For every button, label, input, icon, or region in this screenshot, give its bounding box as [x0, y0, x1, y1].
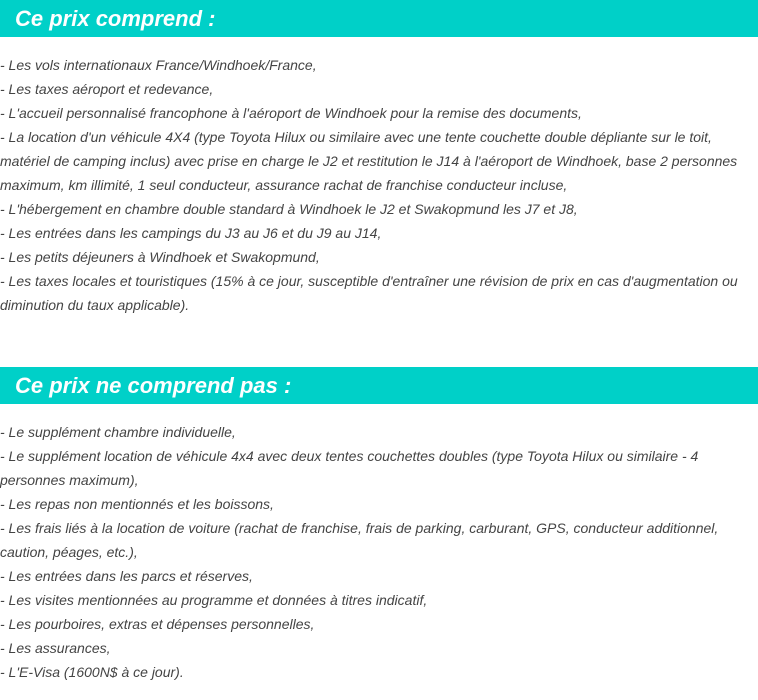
- excluded-section: [0, 367, 758, 684]
- list-item: - Les assurances,: [0, 640, 111, 656]
- excluded-header: Ce prix ne comprend pas :: [0, 367, 758, 404]
- list-item: - Les taxes aéroport et redevance,: [0, 81, 214, 97]
- list-item: - Les pourboires, extras et dépenses personnelles,: [0, 616, 315, 632]
- excluded-list: [0, 420, 758, 684]
- list-item: - Les petits déjeuners à Windhoek et Swakopmund,: [0, 249, 320, 265]
- list-item: - Les taxes locales et touristiques (15% à ce jour, susceptible d'entraîner une révision de prix en cas d'augmentation ou diminution du taux applicable).: [0, 273, 738, 313]
- included-header: Ce prix comprend :: [0, 0, 758, 37]
- list-item: - Les visites mentionnées au programme et données à titres indicatif,: [0, 592, 428, 608]
- list-item: - Le supplément location de véhicule 4x4 avec deux tentes couchettes doubles (type Toyota Hilux ou similaire - 4 personnes maximum),: [0, 448, 699, 488]
- included-list: [0, 53, 758, 317]
- list-item: - Les repas non mentionnés et les boissons,: [0, 496, 274, 512]
- list-item: - Les entrées dans les campings du J3 au J6 et du J9 au J14,: [0, 225, 382, 241]
- list-item: - Les frais liés à la location de voiture (rachat de franchise, frais de parking, carburant, GPS, conducteur additionnel, caution, péages, etc.),: [0, 520, 719, 560]
- list-item: - L'hébergement en chambre double standard à Windhoek le J2 et Swakopmund les J7 et J8,: [0, 201, 578, 217]
- list-item: - L'accueil personnalisé francophone à l'aéroport de Windhoek pour la remise des documents,: [0, 105, 582, 121]
- included-section: [0, 0, 758, 317]
- list-item: - Les vols internationaux France/Windhoek/France,: [0, 57, 317, 73]
- list-item: - L'E-Visa (1600N$ à ce jour).: [0, 664, 184, 680]
- list-item: - La location d'un véhicule 4X4 (type Toyota Hilux ou similaire avec une tente couchette double dépliante sur le toit, matériel de camping inclus) avec prise en charge le J2 et restitution le J14 à l'aéroport de Windhoek, base 2 personnes maximum, km illimité, 1 seul conducteur, assurance rachat de franchise conducteur incluse,: [0, 129, 738, 193]
- list-item: - Le supplément chambre individuelle,: [0, 424, 236, 440]
- list-item: - Les entrées dans les parcs et réserves,: [0, 568, 253, 584]
